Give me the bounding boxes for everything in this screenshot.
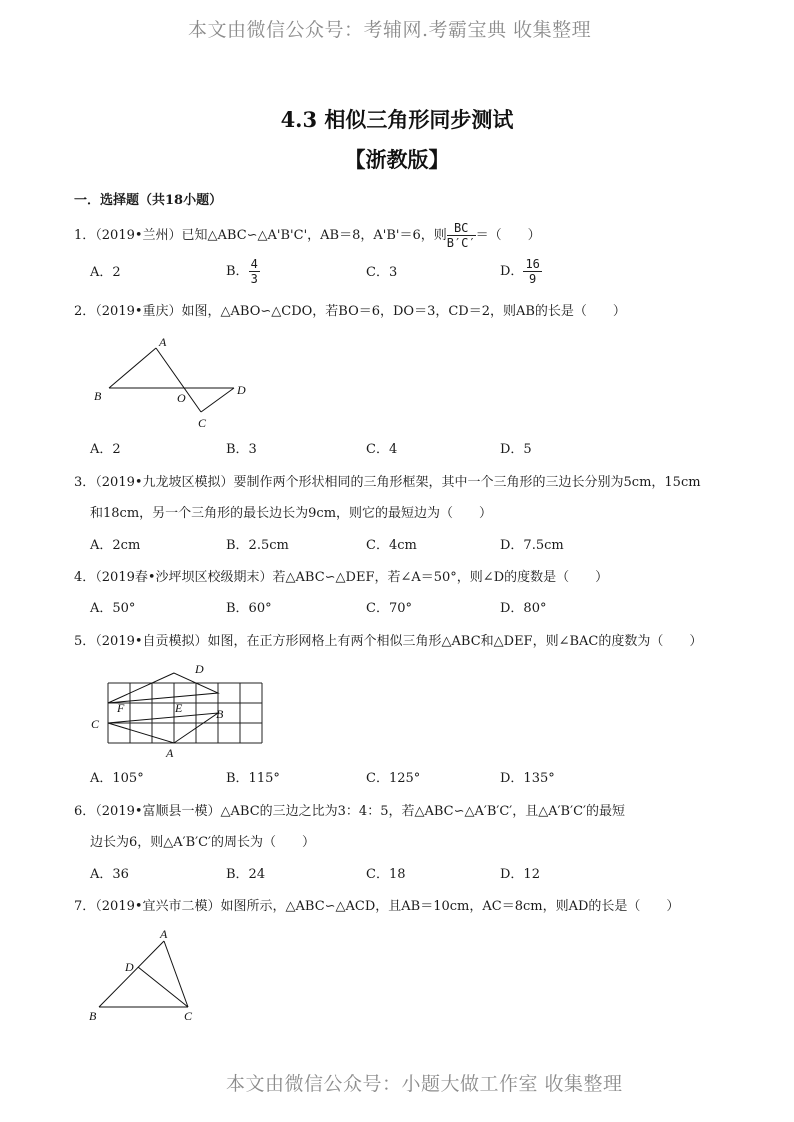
q2-option-a: A．2 — [90, 442, 121, 457]
q6-option-b: B．24 — [226, 867, 266, 882]
q4-option-d: D．80° — [500, 601, 547, 616]
page-subtitle: 【浙教版】 — [344, 147, 450, 172]
q4-option-c: C．70° — [366, 601, 412, 616]
segment-cd — [201, 388, 234, 412]
q5-option-a: A．105° — [90, 771, 144, 786]
question-2: 2．（2019•重庆）如图，△ABO∽△CDO，若BO＝6，DO＝3，CD＝2，则AB的长是（ ） — [74, 304, 626, 319]
question-4: 4．（2019春•沙坪坝区校级期末）若△ABC∽△DEF，若∠A＝50°，则∠D的度数是（ ） — [74, 570, 609, 585]
q4-option-b: B．60° — [226, 601, 272, 616]
q3-option-d: D．7.5cm — [500, 538, 564, 553]
question-6-line-2: 边长为6，则△A′B′C′的周长为（ ） — [90, 835, 316, 850]
q6-option-c: C．18 — [366, 867, 406, 882]
question-6-line-1: 6．（2019•富顺县一模）△ABC的三边之比为3：4：5，若△ABC∽△A′B′C′，且△A′B′C′的最短 — [74, 804, 625, 819]
label-a: A — [159, 335, 167, 349]
page-title: 4.3 相似三角形同步测试 — [280, 107, 514, 132]
q6-option-d: D．12 — [500, 867, 540, 882]
question-7: 7．（2019•宜兴市二模）如图所示，△ABC∽△ACD，且AB＝10cm，AC＝8cm，则AD的长是（ ） — [74, 899, 680, 914]
q5-option-d: D．135° — [500, 771, 555, 786]
q5-option-c: C．125° — [366, 771, 421, 786]
label-o: O — [177, 391, 186, 405]
watermark-top: 本文由微信公众号：考辅网.考霸宝典 收集整理 — [188, 19, 592, 41]
q3-option-b: B．2.5cm — [226, 538, 289, 553]
q1-option-c: C．3 — [366, 265, 398, 280]
label-d: D — [125, 960, 134, 974]
question-1 — [74, 222, 541, 249]
label-b: B — [94, 389, 102, 403]
watermark-bottom: 本文由微信公众号：小题大做工作室 收集整理 — [226, 1073, 623, 1095]
question-3-line-1: 3．（2019•九龙坡区模拟）要制作两个形状相同的三角形框架，其中一个三角形的三边长分别为5cm，15cm — [74, 475, 701, 490]
label-b: B — [216, 707, 224, 721]
question-2-figure — [88, 330, 258, 430]
q6-option-a: A．36 — [90, 867, 129, 882]
q3-option-a: A．2cm — [90, 538, 141, 553]
q5-option-b: B．115° — [226, 771, 280, 786]
q1-option-d: D． $\frac{16}{9}$ — [500, 257, 540, 286]
label-a: A — [166, 746, 174, 760]
q1-option-b: B． $\frac{4}{3}$ — [226, 257, 258, 286]
question-5-figure — [88, 660, 268, 762]
segment-ab — [109, 348, 156, 388]
q1-option-a: A．2 — [90, 265, 121, 280]
q2-option-c: C．4 — [366, 442, 398, 457]
q3-option-c: C．4cm — [366, 538, 417, 553]
label-a: A — [160, 927, 168, 941]
question-1-fraction: $\frac{BC}{B'C'}$ — [446, 221, 476, 250]
label-b: B — [89, 1009, 97, 1023]
question-1-stem: 1．（2019•兰州）已知△ABC∽△A'B'C'，AB＝8，A'B'＝6，则 — [74, 228, 447, 243]
q2-option-b: B．3 — [226, 442, 257, 457]
label-e: E — [175, 701, 183, 715]
triangle-def — [108, 673, 218, 703]
question-5: 5．（2019•自贡模拟）如图，在正方形网格上有两个相似三角形△ABC和△DEF，则∠BAC的度数为（ ） — [74, 634, 703, 649]
question-7-figure — [86, 924, 206, 1030]
label-f: F — [117, 701, 125, 715]
question-3-line-2: 和18cm，另一个三角形的最长边长为9cm，则它的最短边为（ ） — [90, 506, 493, 521]
label-c: C — [91, 717, 100, 731]
segment-ba — [99, 941, 164, 1007]
triangle-abc — [108, 713, 218, 743]
section-heading: 一．选择题（共18小题） — [74, 193, 223, 208]
label-d: D — [195, 662, 204, 676]
q2-option-d: D．5 — [500, 442, 532, 457]
label-d: D — [237, 383, 246, 397]
q4-option-a: A．50° — [90, 601, 136, 616]
label-c: C — [184, 1009, 193, 1023]
question-1-tail: ＝（ ） — [475, 228, 541, 243]
label-c: C — [198, 416, 207, 430]
